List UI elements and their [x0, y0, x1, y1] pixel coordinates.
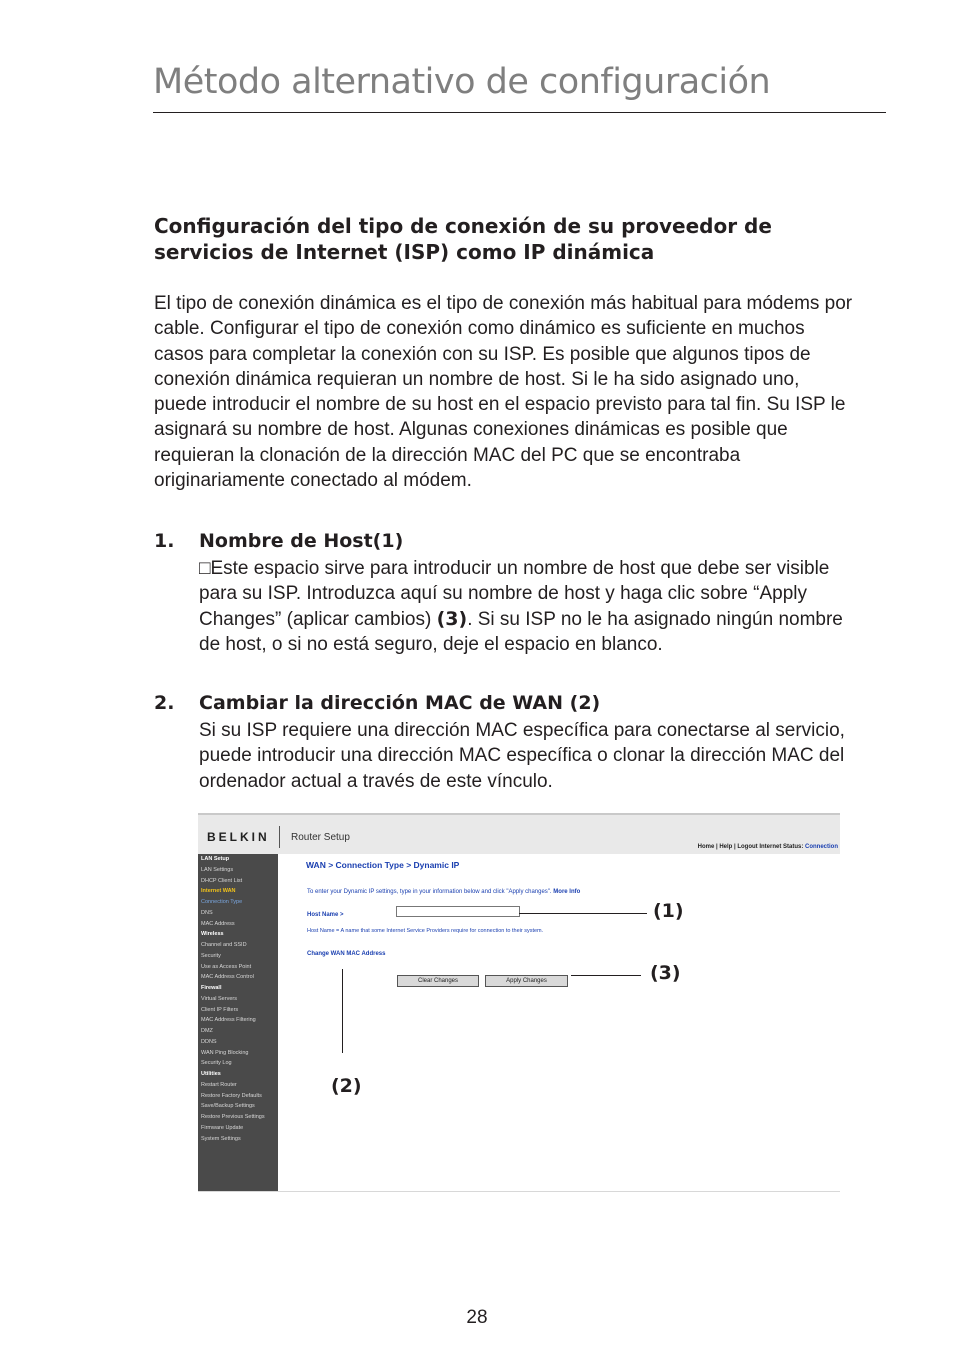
- internet-status: Connection: [805, 844, 838, 850]
- router-screenshot: [198, 813, 840, 1192]
- sidebar-item: LAN Setup: [201, 856, 230, 862]
- host-name-note: Host Name = A name that some Internet Service Providers require for connection to their system.: [307, 928, 544, 934]
- host-name-input[interactable]: [396, 906, 520, 917]
- instructions: [307, 889, 580, 895]
- top-links-text[interactable]: Home | Help | Logout Internet Status:: [697, 844, 805, 850]
- router-sidebar: [198, 854, 278, 1191]
- header-divider: [279, 826, 280, 848]
- sidebar-item[interactable]: Restore Previous Settings: [201, 1114, 265, 1120]
- sidebar-item: Firewall: [201, 985, 222, 991]
- item-heading: Nombre de Host(1): [199, 530, 404, 552]
- title-rule: [153, 112, 886, 113]
- sidebar-item[interactable]: DMZ: [201, 1028, 213, 1034]
- router-main: [278, 854, 840, 1191]
- item-number: 2.: [154, 692, 175, 714]
- sidebar-item[interactable]: LAN Settings: [201, 866, 234, 873]
- sidebar-item[interactable]: Virtual Servers: [201, 995, 237, 1002]
- sidebar-item: Utilities: [201, 1071, 221, 1077]
- sidebar-item[interactable]: Use as Access Point: [201, 963, 252, 970]
- sidebar-item[interactable]: Client IP Filters: [201, 1006, 239, 1013]
- sidebar-item[interactable]: Save/Backup Settings: [201, 1103, 255, 1110]
- item-body: Si su ISP requiere una dirección MAC específica para conectarse al servicio, puede introducir una dirección MAC específica o clonar la dirección MAC del ordenador actual a través de este vínculo.: [199, 720, 845, 792]
- sidebar-item[interactable]: MAC Address Filtering: [201, 1017, 256, 1024]
- instructions-text: To enter your Dynamic IP settings, type in your information below and click "Apply changes".: [307, 889, 554, 895]
- intro-paragraph: El tipo de conexión dinámica es el tipo de conexión más habitual para módems por cable. Configurar el tipo de conexión como dinámico es suficiente en muchos casos para completar la conexión con su ISP. Es posible que algunos tipos de conexión dinámica requieran un nombre de host. Si le ha sido asignado uno, puede introducir el nombre de su host en el espacio previsto para tal fin. Su ISP le asignará su nombre de host. Algunas conexiones dinámicas es posible que requieran la clonación de la dirección MAC del PC que se encontraba originariamente conectado al módem.: [154, 293, 853, 492]
- sidebar-item[interactable]: DDNS: [201, 1038, 217, 1045]
- sidebar-item[interactable]: Connection Type: [201, 899, 243, 905]
- section-heading: Configuración del tipo de conexión de su proveedor de servicios de Internet (ISP) como IP dinámica: [154, 214, 772, 264]
- sidebar-item[interactable]: DNS: [201, 909, 213, 916]
- sidebar-item: Wireless: [201, 931, 224, 938]
- page-title: Método alternativo de configuración: [153, 62, 771, 102]
- callout-line-2: [342, 969, 343, 1053]
- sidebar-item[interactable]: DHCP Client List: [201, 877, 243, 884]
- sidebar-item[interactable]: Internet WAN: [201, 888, 236, 895]
- callout-line-1: [519, 913, 647, 914]
- sidebar-item[interactable]: WAN Ping Blocking: [201, 1049, 249, 1056]
- callout-label-1: (1): [653, 900, 684, 922]
- host-name-label: Host Name >: [307, 912, 344, 918]
- sidebar-item[interactable]: MAC Address: [201, 920, 235, 927]
- sidebar-item[interactable]: Channel and SSID: [201, 942, 247, 948]
- breadcrumb: WAN > Connection Type > Dynamic IP: [306, 860, 460, 870]
- callout-line-3: [571, 975, 641, 976]
- sidebar-item[interactable]: Security Log: [201, 1060, 232, 1067]
- sidebar-item[interactable]: Restore Factory Defaults: [201, 1092, 262, 1099]
- router-setup-title: Router Setup: [291, 832, 350, 843]
- change-wan-mac-link[interactable]: Change WAN MAC Address: [307, 951, 386, 957]
- item-body-text-end: . Si su ISP no le ha asignado ningún nombre de host, o si no está seguro, deje el espacio en blanco.: [199, 608, 843, 655]
- belkin-logo: BELKIN: [207, 830, 270, 844]
- item-number: 1.: [154, 530, 175, 552]
- router-header: [198, 813, 840, 854]
- sidebar-item[interactable]: Security: [201, 952, 221, 959]
- apply-changes-button[interactable]: Apply Changes: [485, 975, 568, 987]
- sidebar-item[interactable]: Restart Router: [201, 1081, 237, 1088]
- sidebar-item[interactable]: System Settings: [201, 1135, 241, 1142]
- callout-reference: (3): [436, 607, 468, 630]
- more-info-link[interactable]: More Info: [553, 889, 581, 895]
- item-body-text: □Este espacio sirve para introducir un nombre de host que debe ser visible para su ISP. Introduzca aquí su nombre de host y haga clic sobre “Apply Changes” (aplicar cambios): [199, 558, 830, 630]
- top-links[interactable]: [698, 844, 838, 850]
- clear-changes-button[interactable]: Clear Changes: [397, 975, 479, 987]
- sidebar-item[interactable]: MAC Address Control: [201, 974, 254, 981]
- sidebar-item[interactable]: Firmware Update: [201, 1124, 244, 1131]
- item-heading: Cambiar la dirección MAC de WAN (2): [199, 692, 601, 714]
- page-number: 28: [466, 1307, 488, 1328]
- item-body: [199, 556, 864, 657]
- callout-label-2: (2): [331, 1075, 362, 1097]
- callout-label-3: (3): [650, 962, 681, 984]
